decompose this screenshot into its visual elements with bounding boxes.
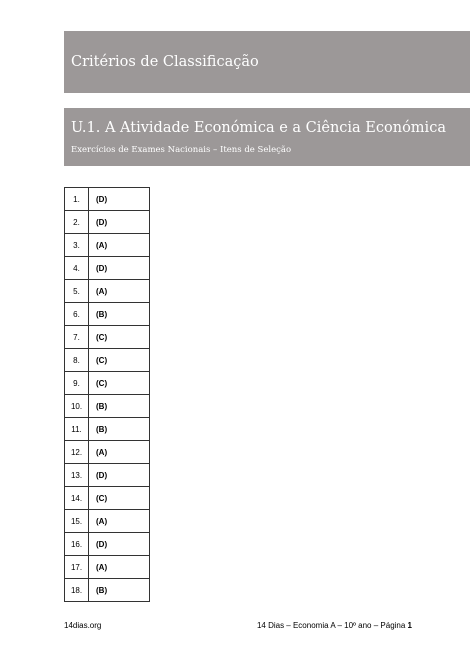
table-row	[65, 326, 150, 349]
table-row	[65, 533, 150, 556]
answer-option: (A)	[89, 234, 150, 257]
question-number: 11.	[65, 418, 89, 441]
answer-option: (C)	[89, 349, 150, 372]
footer-page-info	[257, 621, 412, 630]
table-row	[65, 418, 150, 441]
answer-option: (B)	[89, 303, 150, 326]
section-title: U.1. A Atividade Económica e a Ciência Económica	[71, 120, 446, 136]
answer-option: (B)	[89, 579, 150, 602]
table-row	[65, 372, 150, 395]
table-row	[65, 487, 150, 510]
answers-table	[64, 187, 150, 602]
answer-option: (B)	[89, 418, 150, 441]
table-row	[65, 510, 150, 533]
question-number: 1.	[65, 188, 89, 211]
answer-option: (D)	[89, 257, 150, 280]
section-banner	[64, 108, 470, 166]
table-row	[65, 211, 150, 234]
question-number: 6.	[65, 303, 89, 326]
question-number: 7.	[65, 326, 89, 349]
answer-option: (D)	[89, 464, 150, 487]
question-number: 2.	[65, 211, 89, 234]
answer-option: (B)	[89, 395, 150, 418]
answer-option: (A)	[89, 510, 150, 533]
answer-option: (A)	[89, 280, 150, 303]
table-row	[65, 280, 150, 303]
answers-table-body	[65, 188, 150, 602]
footer-course-text: 14 Dias – Economia A – 10º ano – Página	[256, 621, 408, 630]
table-row	[65, 395, 150, 418]
section-subtitle: Exercícios de Exames Nacionais – Itens de Seleção	[71, 145, 292, 155]
question-number: 9.	[65, 372, 89, 395]
answer-option: (D)	[89, 211, 150, 234]
answer-option: (D)	[89, 188, 150, 211]
question-number: 14.	[65, 487, 89, 510]
question-number: 8.	[65, 349, 89, 372]
footer-page-number: 1	[407, 621, 412, 630]
document-title: Critérios de Classificação	[71, 54, 259, 70]
table-row	[65, 303, 150, 326]
question-number: 17.	[65, 556, 89, 579]
question-number: 3.	[65, 234, 89, 257]
answer-option: (D)	[89, 533, 150, 556]
answer-option: (A)	[89, 441, 150, 464]
question-number: 5.	[65, 280, 89, 303]
table-row	[65, 556, 150, 579]
table-row	[65, 234, 150, 257]
question-number: 15.	[65, 510, 89, 533]
footer-site: 14dias.org	[64, 621, 102, 630]
question-number: 12.	[65, 441, 89, 464]
answer-option: (C)	[89, 326, 150, 349]
table-row	[65, 188, 150, 211]
question-number: 4.	[65, 257, 89, 280]
header-banner	[64, 31, 470, 93]
answer-option: (A)	[89, 556, 150, 579]
table-row	[65, 579, 150, 602]
question-number: 13.	[65, 464, 89, 487]
table-row	[65, 349, 150, 372]
question-number: 16.	[65, 533, 89, 556]
question-number: 10.	[65, 395, 89, 418]
answer-option: (C)	[89, 372, 150, 395]
table-row	[65, 257, 150, 280]
table-row	[65, 441, 150, 464]
question-number: 18.	[65, 579, 89, 602]
table-row	[65, 464, 150, 487]
answer-option: (C)	[89, 487, 150, 510]
